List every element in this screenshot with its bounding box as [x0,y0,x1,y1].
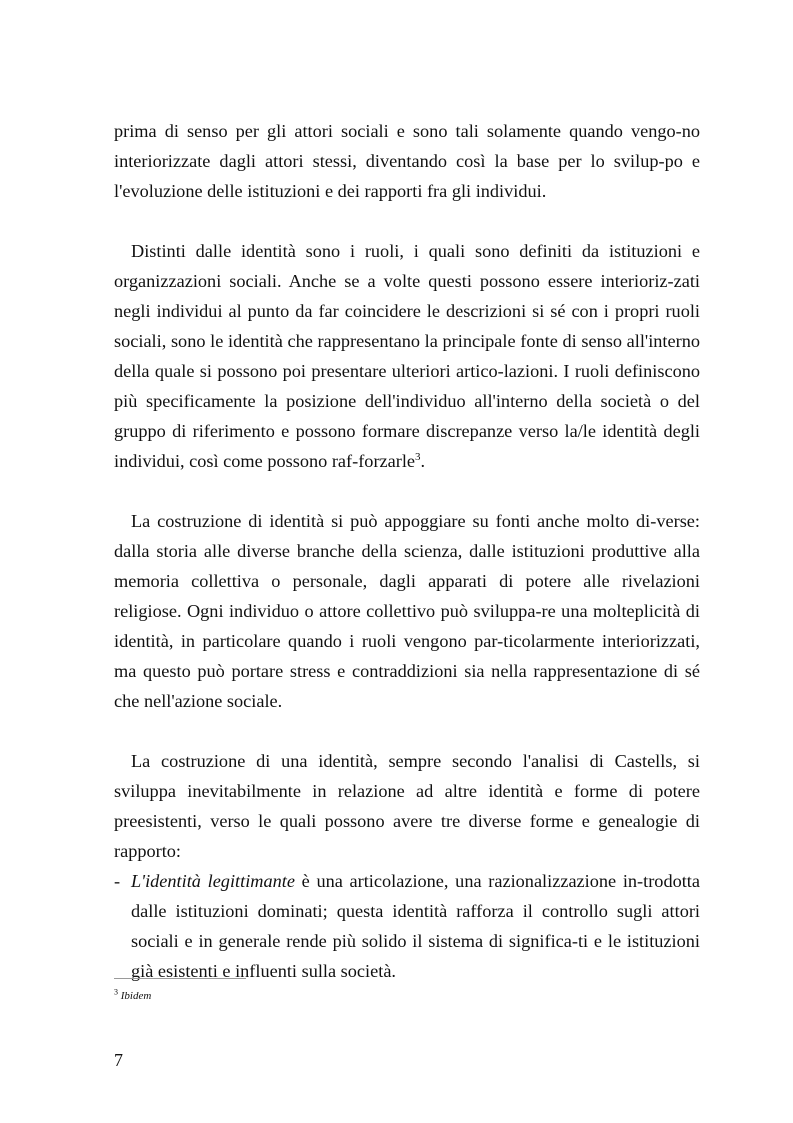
paragraph-1 [114,116,700,206]
page-number: 7 [114,1050,123,1070]
paragraph-1-text: prima di senso per gli attori sociali e sono tali solamente quando vengo-no interiorizzate dagli attori stessi, diventando così la base per lo svilup-po e l'evoluzione delle istituzioni e dei rapporti fra gli individui. [114,121,700,201]
paragraph-3-text: La costruzione di identità si può appoggiare su fonti anche molto di-verse: dalla storia alle diverse branche della scienza, dalle istituzioni produttive alla memoria collettiva o personale, dagli apparati di potere alle rivelazioni religiose. Ogni individuo o attore collettivo può sviluppa-re una molteplicità di identità, in particolare quando i ruoli vengono par-ticolarmente interiorizzati, ma questo può portare stress e contraddizioni sia nella rappresentazione di sé che nell'azione sociale. [114,511,700,711]
footnote-reference[interactable]: 3 [415,450,421,463]
footnote [114,989,151,1003]
footnote-divider [114,978,246,979]
paragraph-4-text: La costruzione di una identità, sempre secondo l'analisi di Castells, si sviluppa inevitabilmente in relazione ad altre identità e forme di potere preesistenti, verso le quali possono avere tre diverse forme e genealogie di rapporto: [114,751,700,861]
bullet-term: L'identità legittimante [131,871,295,891]
paragraph-2 [114,236,700,476]
paragraph-3 [114,506,700,716]
footnote-text: Ibidem [120,990,152,1002]
paragraph-2-text: Distinti dalle identità sono i ruoli, i quali sono definiti da istituzioni e organizzazioni sociali. Anche se a volte questi possono essere interioriz-zati negli individui al punto da far coincidere le descrizioni si sé con i propri ruoli sociali, sono le identità che rappresentano la principale fonte di senso all'interno della quale si possono poi presentare ulteriori artico-lazioni. I ruoli definiscono più specificamente la posizione dell'individuo all'interno della società o del gruppo di riferimento e possono formare discrepanze verso la/le identità degli individui, così come possono raf-forzarle [114,241,700,471]
page-body [114,116,700,986]
bullet-text: è una articolazione, una razionalizzazione in-trodotta dalle istituzioni dominati; questa identità rafforza il controllo sugli attori sociali e in generale rende più solido il sistema di significa-ti e le istituzioni già esistenti e influenti sulla società. [131,871,701,981]
footnote-number: 3 [114,987,118,997]
paragraph-2-tail: . [420,451,426,471]
paragraph-4 [114,746,700,866]
bullet-dash: - [114,871,121,891]
list-item [114,866,700,986]
